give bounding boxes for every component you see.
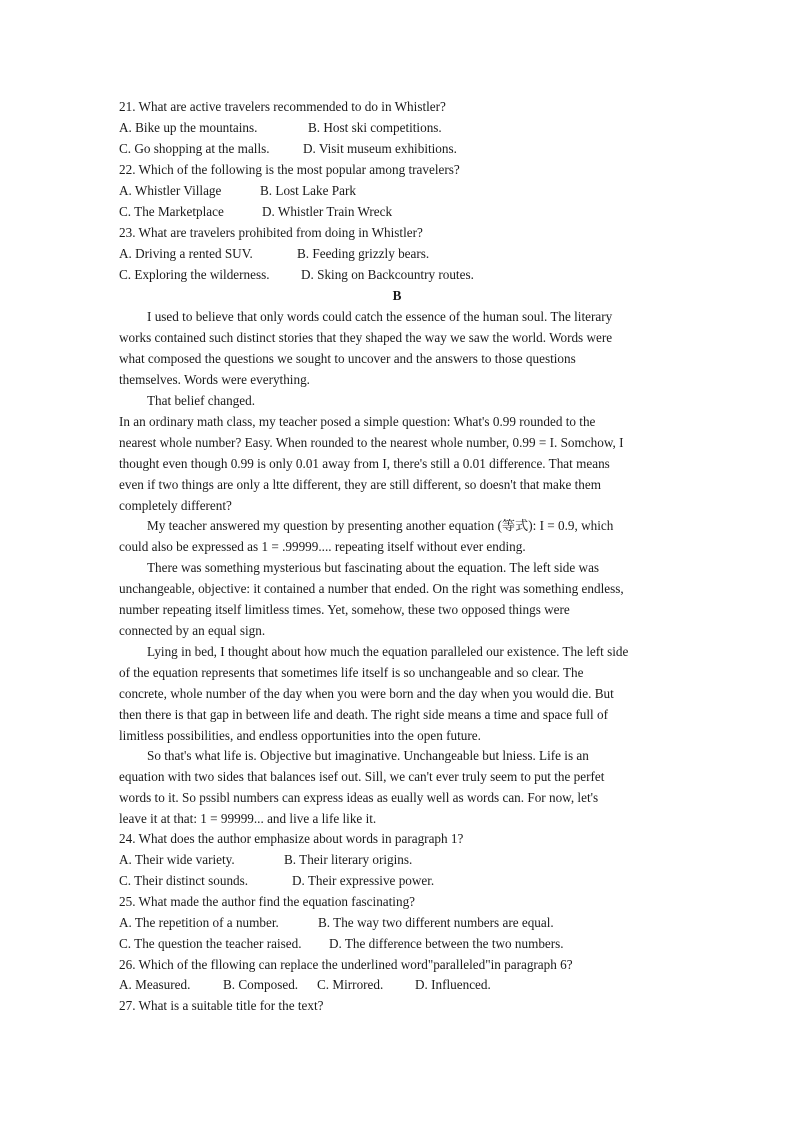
q22-option-a: A. Whistler Village	[119, 183, 222, 198]
q21-option-a: A. Bike up the mountains.	[119, 120, 258, 135]
q26-options-row	[119, 974, 674, 995]
q25-option-d: D. The difference between the two numbers.	[329, 936, 564, 951]
q26-option-d: D. Influenced.	[415, 977, 491, 992]
q26-option-c: C. Mirrored.	[317, 977, 384, 992]
q25-option-a: A. The repetition of a number.	[119, 915, 279, 930]
q24-option-a: A. Their wide variety.	[119, 852, 235, 867]
passage-line: even if two things are only a ltte different, they are still different, so doesn't that make them	[119, 477, 601, 492]
passage-line: My teacher answered my question by presenting another equation (等式): I = 0.9, which	[147, 518, 614, 533]
passage-line: number repeating itself limitless times. Yet, somehow, these two opposed things were	[119, 602, 570, 617]
q22-option-d: D. Whistler Train Wreck	[262, 204, 393, 219]
passage-line: works contained such distinct stories that they shaped the way we saw the world. Words were	[119, 330, 613, 345]
q25-options-row-2	[119, 933, 674, 954]
q23-option-c: C. Exploring the wilderness.	[119, 267, 270, 282]
passage-line: completely different?	[119, 498, 232, 513]
q23-option-d: D. Sking on Backcountry routes.	[301, 267, 474, 282]
q24-option-b: B. Their literary origins.	[284, 852, 413, 867]
question-21: 21. What are active travelers recommended to do in Whistler?	[119, 99, 446, 114]
passage-line: That belief changed.	[147, 393, 256, 408]
passage-line: I used to believe that only words could catch the essence of the human soul. The literary	[147, 309, 613, 324]
passage-line: words to it. So pssibl numbers can express ideas as eually well as words can. For now, let's	[119, 790, 599, 805]
section-b-heading: B	[392, 288, 402, 303]
passage-line: could also be expressed as 1 = .99999.... repeating itself without ever ending.	[119, 539, 526, 554]
passage-line: thought even though 0.99 is only 0.01 away from I, there's still a 0.01 difference. That means	[119, 456, 610, 471]
q23-options-row-2	[119, 264, 674, 285]
q22-options-row-2	[119, 201, 674, 222]
question-24: 24. What does the author emphasize about words in paragraph 1?	[119, 831, 464, 846]
q25-options-row-1	[119, 912, 674, 933]
q25-option-b: B. The way two different numbers are equal.	[318, 915, 554, 930]
passage-line: concrete, whole number of the day when you were born and the day when you would die. But	[119, 686, 614, 701]
passage-line: connected by an equal sign.	[119, 623, 266, 638]
passage-line: Lying in bed, I thought about how much the equation paralleled our existence. The left side	[147, 644, 629, 659]
q21-options-row-1	[119, 117, 674, 138]
passage-line: limitless possibilities, and endless opportunities into the open future.	[119, 728, 481, 743]
q23-option-b: B. Feeding grizzly bears.	[297, 246, 430, 261]
passage-line: equation with two sides that balances isef out. Sill, we can't ever truly seem to put the perfet	[119, 769, 605, 784]
q22-options-row-1	[119, 180, 674, 201]
q25-option-c: C. The question the teacher raised.	[119, 936, 302, 951]
passage-line: There was something mysterious but fascinating about the equation. The left side was	[147, 560, 600, 575]
q22-option-b: B. Lost Lake Park	[260, 183, 356, 198]
q24-options-row-1	[119, 849, 674, 870]
q21-options-row-2	[119, 138, 674, 159]
passage-line: leave it at that: 1 = 99999... and live a life like it.	[119, 811, 377, 826]
q24-option-c: C. Their distinct sounds.	[119, 873, 249, 888]
question-22: 22. Which of the following is the most popular among travelers?	[119, 162, 460, 177]
q22-option-c: C. The Marketplace	[119, 204, 224, 219]
q21-option-c: C. Go shopping at the malls.	[119, 141, 270, 156]
passage-line: then there is that gap in between life and death. The right side means a time and space full of	[119, 707, 608, 722]
passage-line: unchangeable, objective: it contained a number that ended. On the right was something endless,	[119, 581, 624, 596]
passage-line: nearest whole number? Easy. When rounded to the nearest whole number, 0.99 = I. Somchow, I	[119, 435, 624, 450]
passage-line: In an ordinary math class, my teacher posed a simple question: What's 0.99 rounded to the	[119, 414, 596, 429]
question-26: 26. Which of the fllowing can replace the underlined word"paralleled"in paragraph 6?	[119, 957, 573, 972]
question-27: 27. What is a suitable title for the text?	[119, 998, 324, 1013]
q24-options-row-2	[119, 870, 674, 891]
q26-option-a: A. Measured.	[119, 977, 191, 992]
q21-option-b: B. Host ski competitions.	[308, 120, 442, 135]
passage-line: of the equation represents that sometimes life itself is so unchangeable and so clear. The	[119, 665, 584, 680]
q23-option-a: A. Driving a rented SUV.	[119, 246, 253, 261]
question-23: 23. What are travelers prohibited from doing in Whistler?	[119, 225, 423, 240]
passage-line: So that's what life is. Objective but imaginative. Unchangeable but lniess. Life is an	[147, 748, 589, 763]
q21-option-d: D. Visit museum exhibitions.	[303, 141, 457, 156]
q26-option-b: B. Composed.	[223, 977, 299, 992]
question-25: 25. What made the author find the equation fascinating?	[119, 894, 416, 909]
q24-option-d: D. Their expressive power.	[292, 873, 435, 888]
passage-line: what composed the questions we sought to uncover and the answers to those questions	[119, 351, 576, 366]
q23-options-row-1	[119, 243, 674, 264]
passage-line: themselves. Words were everything.	[119, 372, 310, 387]
